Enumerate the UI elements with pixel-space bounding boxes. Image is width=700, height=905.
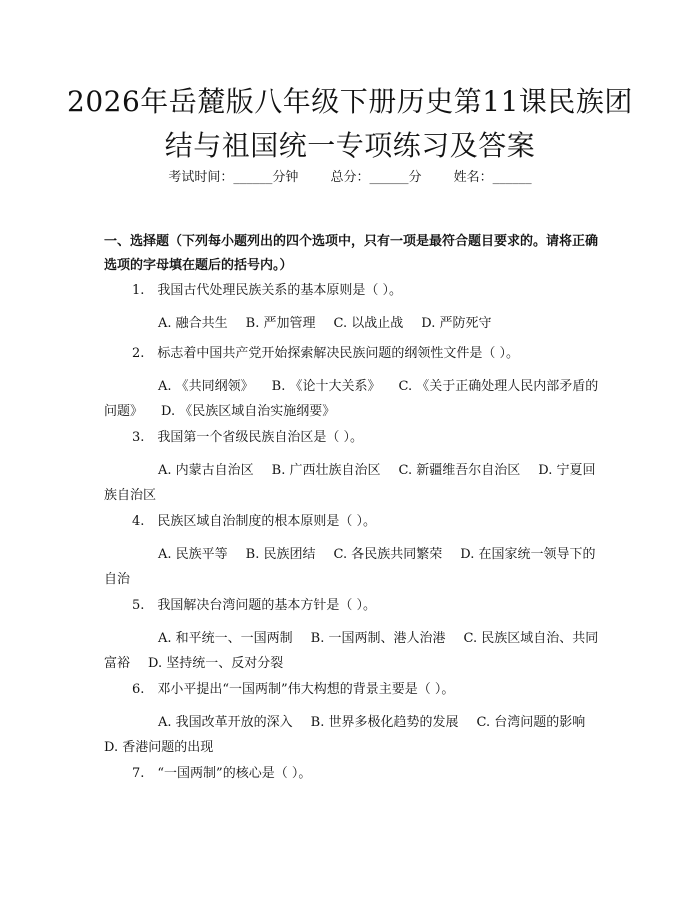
question-3 <box>104 426 604 508</box>
option-a: A. 和平统一、一国两制 <box>158 631 293 646</box>
document-title: 2026年岳麓版八年级下册历史第11课民族团结与祖国统一专项练习及答案 <box>67 85 633 162</box>
option-a: A. 《共同纲领》 <box>158 379 254 394</box>
question-stem: 3. 我国第一个省级民族自治区是（ ）。 <box>132 430 364 445</box>
options-list <box>104 374 604 424</box>
section-heading: 一、选择题（下列每小题列出的四个选项中，只有一项是最符合题目要求的。请将正确选项的字母填在题后的括号内。） <box>104 234 599 273</box>
option-b: B. 广西壮族自治区 <box>271 463 381 478</box>
question-stem: 2. 标志着中国共产党开始探索解决民族问题的纲领性文件是（ ）。 <box>132 346 520 361</box>
option-c: C. 新疆维吾尔自治区 <box>398 463 521 478</box>
question-6 <box>104 678 604 760</box>
options-list <box>104 311 604 336</box>
student-name-field: 姓名：______ <box>453 170 532 185</box>
option-a: A. 内蒙古自治区 <box>158 463 254 478</box>
option-a: A. 民族平等 <box>158 547 228 562</box>
options-list <box>104 710 604 760</box>
option-c: C. 台湾问题的影响 <box>476 715 586 730</box>
option-d: D. 宁夏回族自治区 <box>104 463 596 503</box>
option-a: A. 我国改革开放的深入 <box>158 715 293 730</box>
exam-info-line <box>0 168 700 188</box>
option-a: A. 融合共生 <box>158 316 228 331</box>
question-4 <box>104 510 604 592</box>
option-b: B. 严加管理 <box>245 316 316 331</box>
question-stem: 4. 民族区域自治制度的根本原则是（ ）。 <box>132 514 377 529</box>
options-list <box>104 542 604 592</box>
option-b: B. 民族团结 <box>245 547 316 562</box>
options-list <box>104 626 604 676</box>
option-d: D. 严防死守 <box>421 316 492 331</box>
option-c: C. 民族区域自治、共同富裕 <box>104 631 599 671</box>
question-1 <box>104 279 604 336</box>
total-score-field: 总分：______分 <box>330 170 422 185</box>
exam-time-field: 考试时间：______分钟 <box>168 170 299 185</box>
question-stem: 1. 我国古代处理民族关系的基本原则是（ ）。 <box>132 283 403 298</box>
option-b: B. 《论十大关系》 <box>271 379 381 394</box>
options-list <box>104 458 604 508</box>
option-c: C. 各民族共同繁荣 <box>333 547 443 562</box>
question-2 <box>104 342 604 424</box>
option-d: D. 在国家统一领导下的自治 <box>104 547 596 587</box>
question-5 <box>104 594 604 676</box>
option-c: C. 《关于正确处理人民内部矛盾的问题》 <box>104 379 599 419</box>
question-7 <box>104 762 604 786</box>
question-stem: 6. 邓小平提出“一国两制”伟大构想的背景主要是（ ）。 <box>132 682 455 697</box>
option-d: D. 香港问题的出现 <box>104 740 214 755</box>
option-d: D. 坚持统一、反对分裂 <box>148 656 284 671</box>
option-b: B. 一国两制、港人治港 <box>310 631 446 646</box>
option-c: C. 以战止战 <box>333 316 404 331</box>
question-stem: 7. “一国两制”的核心是（ ）。 <box>132 766 312 781</box>
option-d: D. 《民族区域自治实施纲要》 <box>161 404 336 419</box>
option-b: B. 世界多极化趋势的发展 <box>310 715 459 730</box>
question-stem: 5. 我国解决台湾问题的基本方针是（ ）。 <box>132 598 377 613</box>
